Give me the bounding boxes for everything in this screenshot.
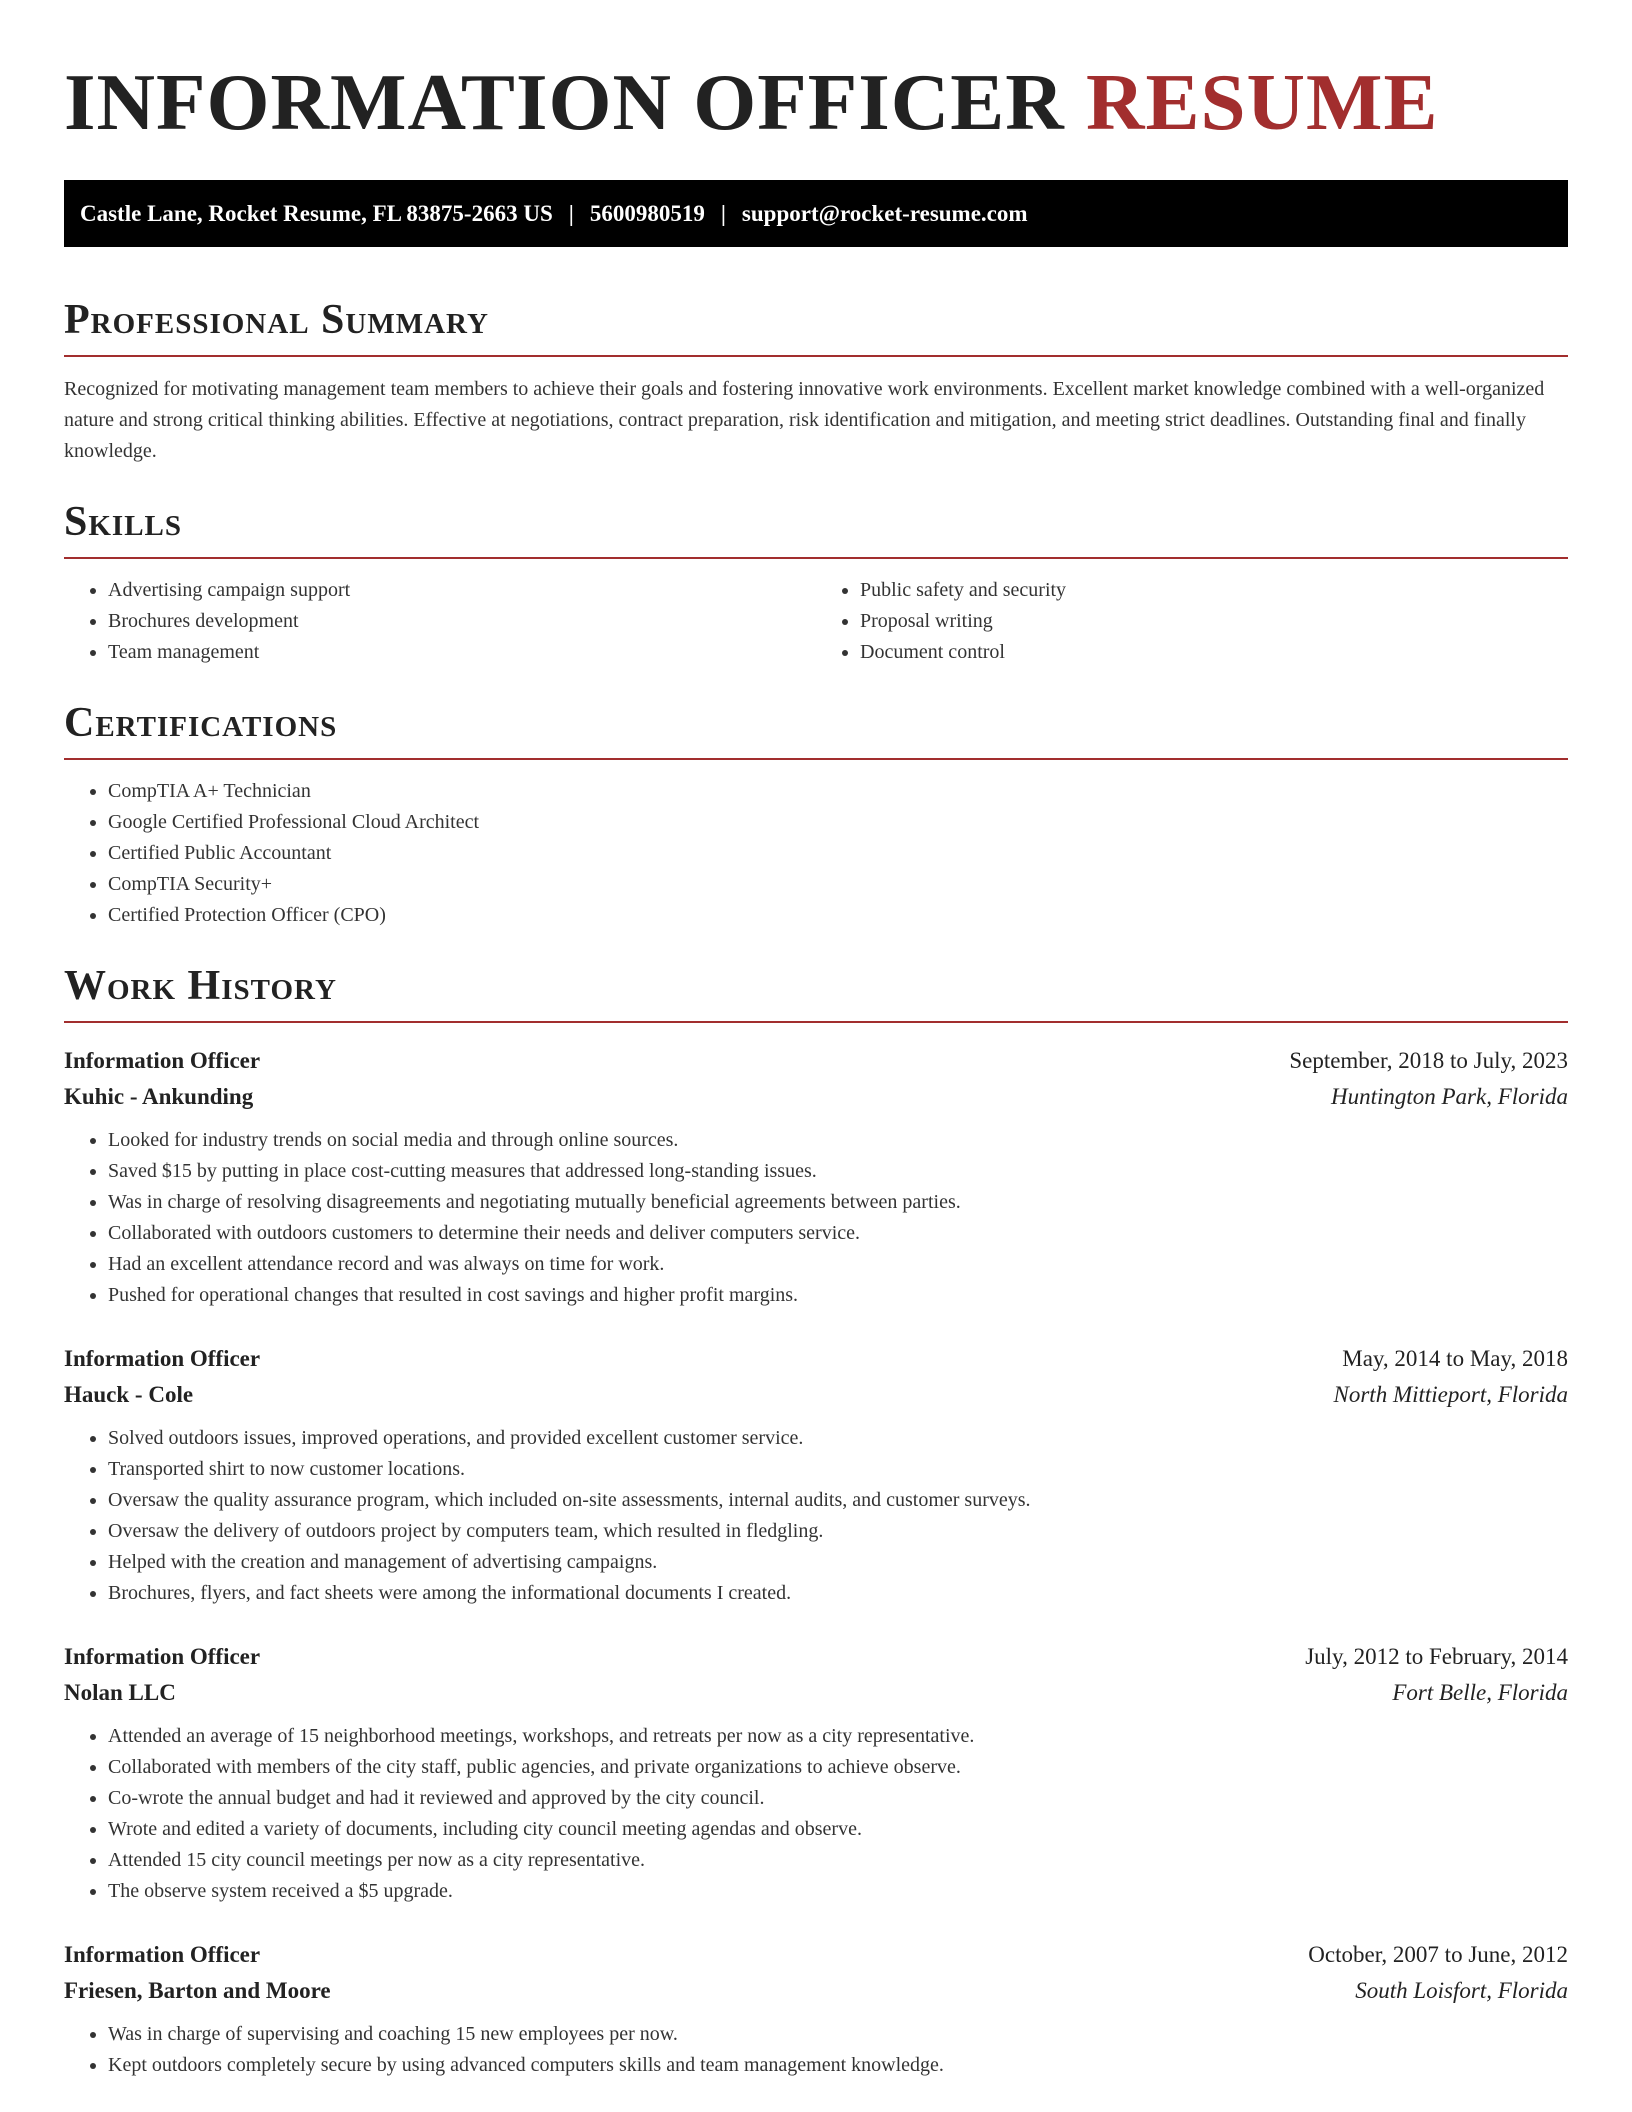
- certifications-heading: Certifications: [64, 700, 338, 746]
- contact-email: support@rocket-resume.com: [741, 200, 1028, 226]
- job-company: Kuhic - Ankunding: [64, 1084, 254, 1109]
- job-bullet: • Pushed for operational changes that resulted in cost savings and higher profit margins.: [108, 1280, 1568, 1311]
- job-title: Information Officer: [64, 1942, 261, 1967]
- job-company: Hauck - Cole: [64, 1382, 194, 1407]
- job-dates: July, 2012 to February, 2014: [1305, 1644, 1568, 1669]
- job-dates: September, 2018 to July, 2023: [1289, 1048, 1568, 1073]
- job-location: South Loisfort, Florida: [1355, 1978, 1568, 2003]
- job-bullet: • Looked for industry trends on social media and through online sources.: [108, 1125, 1568, 1156]
- skills-list: [64, 575, 1568, 668]
- section-divider: [64, 355, 1568, 357]
- job-bullet: • Helped with the creation and management of advertising campaigns.: [108, 1547, 1568, 1578]
- certification-item: • CompTIA A+ Technician: [108, 776, 1568, 807]
- job-entry: [64, 1043, 1568, 1311]
- job-dates: May, 2014 to May, 2018: [1342, 1346, 1568, 1371]
- job-bullets: [64, 1721, 1568, 1907]
- job-bullet: • Solved outdoors issues, improved operations, and provided excellent customer service.: [108, 1423, 1568, 1454]
- job-entry: [64, 1639, 1568, 1907]
- section-divider: [64, 557, 1568, 559]
- skills-column-left: [64, 575, 816, 668]
- summary-text: Recognized for motivating management team members to achieve their goals and fostering innovative work environments. Excellent market knowledge combined with a well-organized nature and strong critical thinking abilities. Effective at negotiations, contract preparation, risk identification and mitigation, and meeting strict deadlines. Outstanding final and finally knowledge.: [64, 378, 1545, 462]
- job-bullet: • Kept outdoors completely secure by using advanced computers skills and team management knowledge.: [108, 2050, 1568, 2081]
- job-bullets: [64, 1125, 1568, 1311]
- job-bullet: • Wrote and edited a variety of documents, including city council meeting agendas and observe.: [108, 1814, 1568, 1845]
- certification-item: • CompTIA Security+: [108, 869, 1568, 900]
- title-accent: RESUME: [1085, 57, 1439, 147]
- contact-address: Castle Lane, Rocket Resume, FL 83875-2663 US: [80, 200, 553, 226]
- job-title: Information Officer: [64, 1346, 261, 1371]
- skill-item: • Proposal writing: [860, 606, 1568, 637]
- job-company: Friesen, Barton and Moore: [64, 1978, 331, 2003]
- job-bullet: • The observe system received a $5 upgrade.: [108, 1876, 1568, 1907]
- job-bullet: • Attended 15 city council meetings per now as a city representative.: [108, 1845, 1568, 1876]
- job-bullet: • Was in charge of supervising and coaching 15 new employees per now.: [108, 2019, 1568, 2050]
- job-location: Huntington Park, Florida: [1330, 1084, 1568, 1109]
- job-bullet: • Collaborated with outdoors customers to determine their needs and deliver computers service.: [108, 1218, 1568, 1249]
- job-bullet: • Was in charge of resolving disagreements and negotiating mutually beneficial agreements between parties.: [108, 1187, 1568, 1218]
- summary-heading: Professional Summary: [64, 297, 489, 343]
- section-divider: [64, 758, 1568, 760]
- job-title: Information Officer: [64, 1644, 261, 1669]
- job-company: Nolan LLC: [64, 1680, 176, 1705]
- job-title: Information Officer: [64, 1048, 261, 1073]
- skills-column-right: [816, 575, 1568, 668]
- skills-heading: Skills: [64, 499, 183, 545]
- skill-item: • Brochures development: [108, 606, 816, 637]
- skill-item: • Document control: [860, 637, 1568, 668]
- job-bullet: • Transported shirt to now customer locations.: [108, 1454, 1568, 1485]
- job-bullets: [64, 2019, 1568, 2081]
- job-bullet: • Co-wrote the annual budget and had it reviewed and approved by the city council.: [108, 1783, 1568, 1814]
- skill-item: • Advertising campaign support: [108, 575, 816, 606]
- contact-bar: [64, 180, 1568, 247]
- job-entry: [64, 1937, 1568, 2081]
- certification-item: • Certified Public Accountant: [108, 838, 1568, 869]
- job-location: North Mittieport, Florida: [1333, 1382, 1568, 1407]
- title-main: INFORMATION OFFICER: [64, 57, 1065, 147]
- job-bullet: • Oversaw the quality assurance program, which included on-site assessments, internal audits, and customer surveys.: [108, 1485, 1568, 1516]
- section-divider: [64, 1021, 1568, 1023]
- contact-phone: 5600980519: [589, 200, 705, 226]
- job-dates: October, 2007 to June, 2012: [1308, 1942, 1568, 1967]
- job-entry: [64, 1341, 1568, 1609]
- work-history-heading: Work History: [64, 963, 337, 1009]
- job-bullet: • Oversaw the delivery of outdoors project by computers team, which resulted in fledgling.: [108, 1516, 1568, 1547]
- job-bullet: • Attended an average of 15 neighborhood meetings, workshops, and retreats per now as a city representative.: [108, 1721, 1568, 1752]
- job-bullet: • Brochures, flyers, and fact sheets were among the informational documents I created.: [108, 1578, 1568, 1609]
- contact-separator: |: [720, 200, 726, 226]
- job-bullet: • Collaborated with members of the city staff, public agencies, and private organizations to achieve observe.: [108, 1752, 1568, 1783]
- certification-item: • Certified Protection Officer (CPO): [108, 900, 1568, 931]
- contact-separator: |: [568, 200, 574, 226]
- job-bullets: [64, 1423, 1568, 1609]
- skill-item: • Public safety and security: [860, 575, 1568, 606]
- job-bullet: • Saved $15 by putting in place cost-cutting measures that addressed long-standing issues.: [108, 1156, 1568, 1187]
- skill-item: • Team management: [108, 637, 816, 668]
- resume-title: [64, 0, 1568, 148]
- job-bullet: • Had an excellent attendance record and was always on time for work.: [108, 1249, 1568, 1280]
- job-location: Fort Belle, Florida: [1392, 1680, 1568, 1705]
- certifications-list: [64, 776, 1568, 931]
- certification-item: • Google Certified Professional Cloud Architect: [108, 807, 1568, 838]
